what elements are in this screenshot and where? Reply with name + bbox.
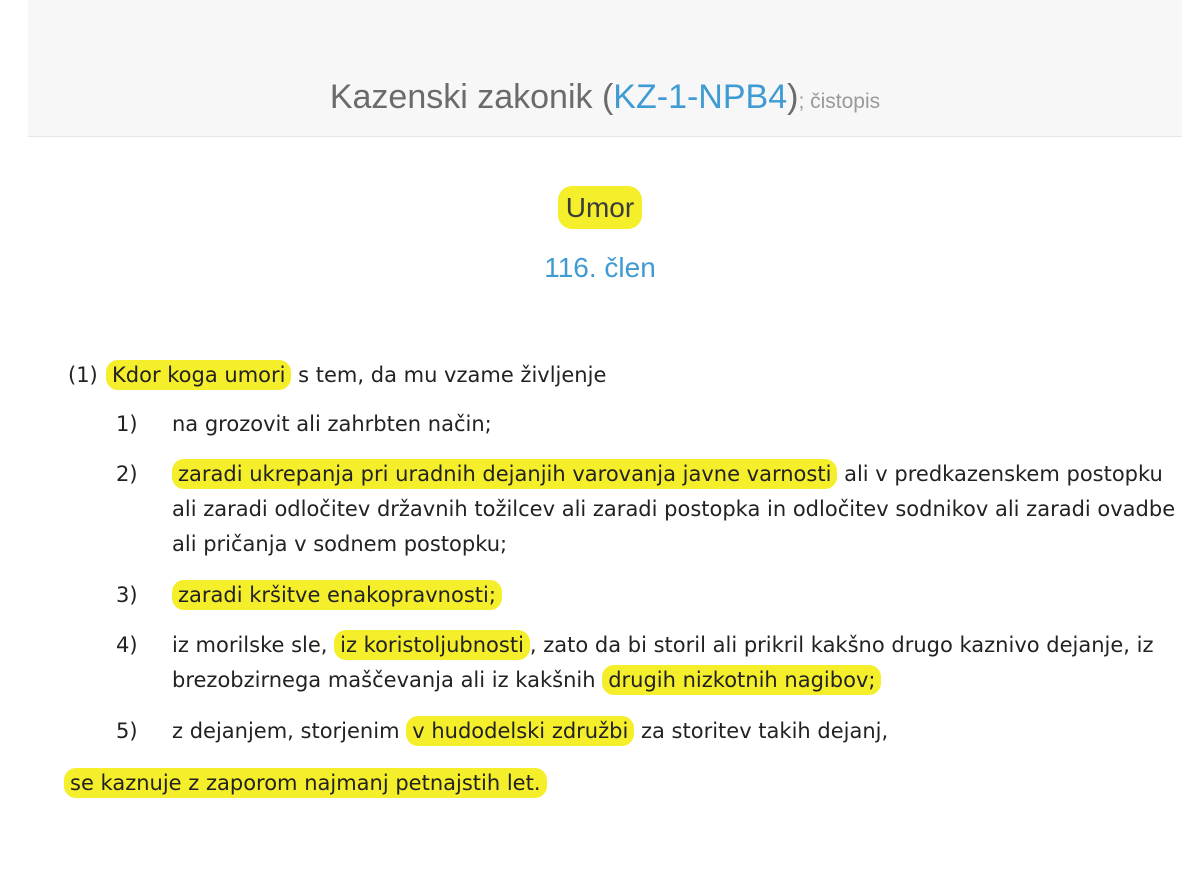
item-segment: z dejanjem, storjenim xyxy=(172,719,407,743)
document-header xyxy=(28,0,1182,137)
item-number: 1) xyxy=(116,412,138,436)
item-segment: , zato da bi storil ali prikril kakšno drugo kaznivo dejanje, iz brezobzirnega maščevanja ali iz kakšnih xyxy=(172,633,1154,692)
item-number: 3) xyxy=(116,583,138,607)
paragraph-number: (1) xyxy=(68,363,98,387)
item-text xyxy=(172,578,1182,613)
item-segment-highlight: v hudodelski združbi xyxy=(406,716,634,746)
law-code-link[interactable]: KZ-1-NPB4 xyxy=(613,78,788,116)
article-heading-text: Umor xyxy=(558,186,642,229)
document-title xyxy=(28,78,1182,117)
paragraph-1 xyxy=(68,361,1178,389)
item-text xyxy=(172,407,1182,442)
item-segment-highlight: drugih nizkotnih nagibov; xyxy=(602,665,881,695)
item-number: 4) xyxy=(116,633,138,657)
penalty-clause xyxy=(64,769,547,797)
item-segment: iz morilske sle, xyxy=(172,633,335,657)
article-heading xyxy=(0,192,1200,224)
item-text xyxy=(172,628,1182,698)
item-segment: za storitev takih dejanj, xyxy=(634,719,889,743)
law-name: Kazenski zakonik xyxy=(329,78,593,116)
penalty-text: se kaznuje z zaporom najmanj petnajstih let. xyxy=(64,768,547,798)
item-segment-highlight: iz koristoljubnosti xyxy=(334,630,530,660)
item-number: 5) xyxy=(116,719,138,743)
paragraph-text: s tem, da mu vzame življenje xyxy=(291,363,607,387)
item-text xyxy=(172,714,1182,749)
item-segment: ali v predkazenskem postopku ali zaradi odločitev državnih tožilcev ali zaradi postopka in odločitev sodnikov ali zaradi ovadbe ali pričanja v sodnem postopku; xyxy=(172,462,1176,556)
item-number: 2) xyxy=(116,462,138,486)
item-text xyxy=(172,457,1182,562)
item-segment: na grozovit ali zahrbten način; xyxy=(172,412,492,436)
paren-close: ) xyxy=(787,78,799,116)
consolidated-label: ; čistopis xyxy=(798,90,881,113)
paragraph-highlight: Kdor koga umori xyxy=(106,360,291,390)
article-number: 116. člen xyxy=(544,252,656,283)
item-segment-highlight: zaradi ukrepanja pri uradnih dejanjih varovanja javne varnosti xyxy=(172,459,837,489)
item-segment-highlight: zaradi kršitve enakopravnosti; xyxy=(172,580,502,610)
paren-open: ( xyxy=(592,78,614,116)
